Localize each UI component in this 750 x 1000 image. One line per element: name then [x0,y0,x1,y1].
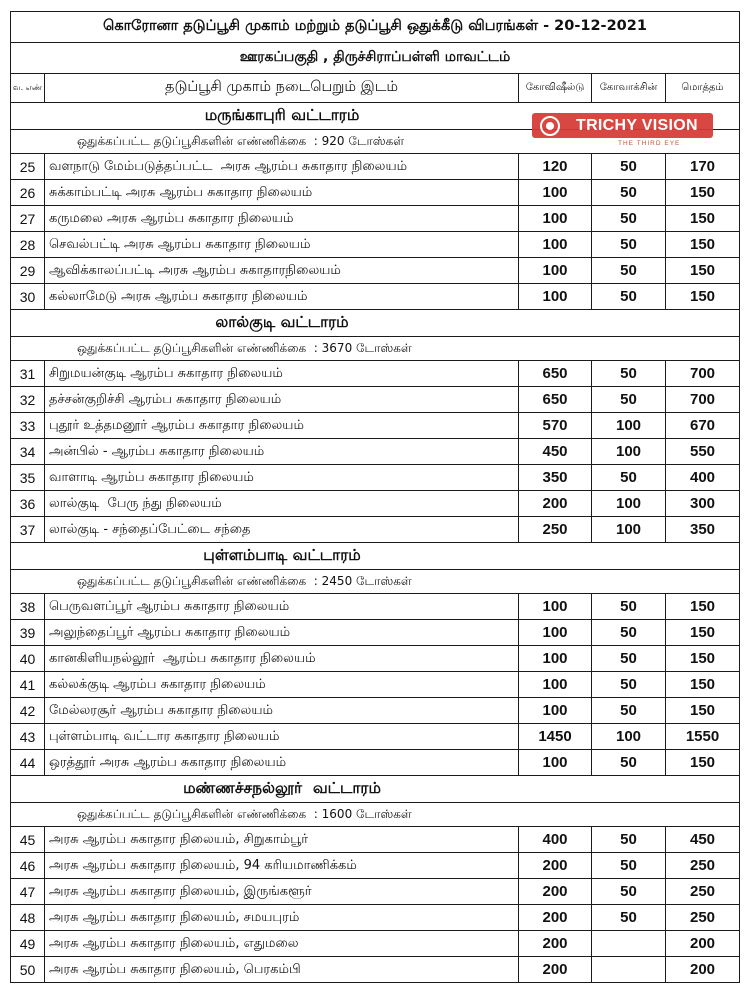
covishield-doses: 1450 [519,724,592,749]
camp-location: தச்சன்குறிச்சி ஆரம்ப சுகாதார நிலையம் [45,387,519,412]
camp-location: அரசு ஆரம்ப சுகாதார நிலையம், பெரகம்பி [45,957,519,982]
covaxin-doses: 50 [592,154,666,179]
covaxin-doses: 50 [592,853,666,878]
covishield-doses: 100 [519,284,592,309]
covishield-doses: 200 [519,879,592,904]
total-doses: 1550 [685,728,720,745]
covishield-doses: 200 [519,931,592,956]
total-doses: 250 [689,909,716,926]
block-heading-row [11,543,739,570]
camp-location: பெருவளப்பூர் ஆரம்ப சுகாதார நிலையம் [45,594,519,619]
trichy-vision-watermark [532,113,713,149]
serial-number: 41 [11,672,45,697]
header-row [11,74,739,103]
covishield-doses: 450 [519,439,592,464]
covaxin-doses [592,931,666,956]
covaxin-doses: 50 [592,361,666,386]
camp-location: கருமலை அரசு ஆரம்ப சுகாதார நிலையம் [45,206,519,231]
table-row [11,724,739,750]
table-row [11,387,739,413]
total-doses: 250 [689,883,716,900]
covaxin-doses: 50 [592,206,666,231]
covaxin-doses: 100 [592,724,666,749]
total-doses: 700 [689,365,716,382]
camp-location: அரசு ஆரம்ப சுகாதார நிலையம், எதுமலை [45,931,519,956]
camp-location: அரசு ஆரம்ப சுகாதார நிலையம், 94 கரியமாணிக்கம் [45,853,519,878]
serial-number: 40 [11,646,45,671]
camp-location: சிறுமயன்குடி ஆரம்ப சுகாதார நிலையம் [45,361,519,386]
total-doses: 350 [689,521,716,538]
covaxin-doses: 50 [592,594,666,619]
total-doses: 150 [689,184,716,201]
total-doses: 150 [689,676,716,693]
camp-location: சுக்காம்பட்டி அரசு ஆரம்ப சுகாதார நிலையம் [45,180,519,205]
header-covishield: கோவிஷீல்டு [519,74,592,102]
serial-number: 39 [11,620,45,645]
covishield-doses: 100 [519,180,592,205]
covaxin-doses: 50 [592,879,666,904]
covishield-doses: 100 [519,672,592,697]
block-heading-row [11,776,739,803]
subtitle-row [11,43,739,74]
serial-number: 30 [11,284,45,309]
total-doses: 150 [689,702,716,719]
allocation-count: ஒதுக்கப்பட்ட தடுப்பூசிகளின் எண்ணிக்கை : 2450 டோஸ்கள் [77,573,412,588]
serial-number: 31 [11,361,45,386]
serial-number: 38 [11,594,45,619]
table-row [11,905,739,931]
table-row [11,361,739,387]
camp-location: புள்ளம்பாடி வட்டார சுகாதார நிலையம் [45,724,519,749]
serial-number: 50 [11,957,45,982]
table-row [11,646,739,672]
vaccine-allocation-table [10,11,740,983]
table-row [11,517,739,543]
covaxin-doses: 50 [592,672,666,697]
covishield-doses: 100 [519,698,592,723]
allocation-count: ஒதுக்கப்பட்ட தடுப்பூசிகளின் எண்ணிக்கை : 920 டோஸ்கள் [77,133,405,148]
table-row [11,620,739,646]
covishield-doses: 100 [519,594,592,619]
covishield-doses: 120 [519,154,592,179]
covaxin-doses: 100 [592,439,666,464]
table-row [11,284,739,310]
eye-emblem-icon [540,116,560,136]
camp-location: செவல்பட்டி அரசு ஆரம்ப சுகாதார நிலையம் [45,232,519,257]
camp-location: லால்குடி - சந்தைப்பேட்டை சந்தை [45,517,519,542]
serial-number: 48 [11,905,45,930]
covishield-doses: 100 [519,232,592,257]
serial-number: 27 [11,206,45,231]
table-row [11,672,739,698]
serial-number: 43 [11,724,45,749]
total-doses: 150 [689,236,716,253]
covaxin-doses: 50 [592,465,666,490]
total-doses: 450 [689,831,716,848]
camp-location: அரசு ஆரம்ப சுகாதார நிலையம், சிறுகாம்பூர் [45,827,519,852]
serial-number: 26 [11,180,45,205]
watermark-tagline: THE THIRD EYE [618,140,681,147]
covaxin-doses: 50 [592,284,666,309]
block-heading-row [11,310,739,337]
serial-number: 44 [11,750,45,775]
table-row [11,957,739,983]
covaxin-doses: 50 [592,750,666,775]
table-row [11,232,739,258]
covishield-doses: 100 [519,206,592,231]
table-row [11,594,739,620]
table-row [11,698,739,724]
serial-number: 36 [11,491,45,516]
covaxin-doses: 50 [592,646,666,671]
covishield-doses: 200 [519,957,592,982]
camp-blocks [11,103,739,983]
header-serial: வ. எண் [11,74,45,102]
block-name: லால்குடி வட்டாரம் [215,313,349,331]
total-doses: 150 [689,624,716,641]
block-name: மருங்காபுரி வட்டாரம் [204,106,360,124]
watermark-name: TRICHY VISION [576,116,698,134]
serial-number: 35 [11,465,45,490]
camp-location: லால்குடி பேரு ந்து நிலையம் [45,491,519,516]
covishield-doses: 400 [519,827,592,852]
covishield-doses: 650 [519,361,592,386]
total-doses: 150 [689,598,716,615]
total-doses: 670 [689,417,716,434]
table-row [11,879,739,905]
covishield-doses: 200 [519,853,592,878]
block-name: புள்ளம்பாடி வட்டாரம் [203,546,361,564]
camp-location: அரசு ஆரம்ப சுகாதார நிலையம், இருங்களூர் [45,879,519,904]
covishield-doses: 570 [519,413,592,438]
serial-number: 29 [11,258,45,283]
table-row [11,827,739,853]
covishield-doses: 100 [519,258,592,283]
table-row [11,853,739,879]
header-total: மொத்தம் [681,82,724,93]
document-subtitle: ஊரகப்பகுதி , திருச்சிராப்பள்ளி மாவட்டம் [239,49,511,65]
covaxin-doses: 50 [592,620,666,645]
serial-number: 34 [11,439,45,464]
covaxin-doses: 50 [592,232,666,257]
camp-location: கல்லாமேடு அரசு ஆரம்ப சுகாதார நிலையம் [45,284,519,309]
header-place: தடுப்பூசி முகாம் நடைபெறும் இடம் [45,74,519,102]
serial-number: 28 [11,232,45,257]
block-name: மண்ணச்சநல்லூர் வட்டாரம் [183,779,381,797]
allocation-count: ஒதுக்கப்பட்ட தடுப்பூசிகளின் எண்ணிக்கை : 1600 டோஸ்கள் [77,806,412,821]
table-row [11,206,739,232]
covaxin-doses: 100 [592,491,666,516]
total-doses: 150 [689,210,716,227]
covishield-doses: 100 [519,646,592,671]
covaxin-doses: 50 [592,180,666,205]
allocation-row [11,570,739,594]
table-row [11,258,739,284]
header-covaxin: கோவாக்சின் [592,74,666,102]
serial-number: 47 [11,879,45,904]
covishield-doses: 200 [519,491,592,516]
serial-number: 32 [11,387,45,412]
total-doses: 150 [689,288,716,305]
serial-number: 37 [11,517,45,542]
total-doses: 550 [689,443,716,460]
covishield-doses: 100 [519,750,592,775]
document-title: கொரோனா தடுப்பூசி முகாம் மற்றும் தடுப்பூசி ஒதுக்கீடு விபரங்கள் - 20-12-2021 [103,18,647,34]
covishield-doses: 100 [519,620,592,645]
camp-location: அரசு ஆரம்ப சுகாதார நிலையம், சமயபுரம் [45,905,519,930]
total-doses: 400 [689,469,716,486]
total-doses: 250 [689,857,716,874]
serial-number: 49 [11,931,45,956]
camp-location: கானகிளியநல்லூர் ஆரம்ப சுகாதார நிலையம் [45,646,519,671]
watermark-bar [532,113,713,138]
covaxin-doses: 50 [592,258,666,283]
serial-number: 42 [11,698,45,723]
allocation-row [11,337,739,361]
serial-number: 33 [11,413,45,438]
table-row [11,750,739,776]
total-doses: 150 [689,262,716,279]
covaxin-doses [592,957,666,982]
covaxin-doses: 50 [592,387,666,412]
table-row [11,439,739,465]
covishield-doses: 650 [519,387,592,412]
camp-location: வாளாடி ஆரம்ப சுகாதார நிலையம் [45,465,519,490]
serial-number: 45 [11,827,45,852]
table-row [11,931,739,957]
total-doses: 150 [689,650,716,667]
allocation-count: ஒதுக்கப்பட்ட தடுப்பூசிகளின் எண்ணிக்கை : 3670 டோஸ்கள் [77,340,412,355]
covaxin-doses: 100 [592,517,666,542]
camp-location: வளநாடு மேம்படுத்தப்பட்ட அரசு ஆரம்ப சுகாதார நிலையம் [45,154,519,179]
total-doses: 700 [689,391,716,408]
serial-number: 25 [11,154,45,179]
camp-location: மேல்லரசூர் ஆரம்ப சுகாதார நிலையம் [45,698,519,723]
table-row [11,180,739,206]
covaxin-doses: 50 [592,698,666,723]
camp-location: புதூர் உத்தமனூர் ஆரம்ப சுகாதார நிலையம் [45,413,519,438]
total-doses: 300 [689,495,716,512]
table-row [11,154,739,180]
covaxin-doses: 50 [592,905,666,930]
covaxin-doses: 100 [592,413,666,438]
camp-location: கல்லக்குடி ஆரம்ப சுகாதார நிலையம் [45,672,519,697]
serial-number: 46 [11,853,45,878]
allocation-row [11,803,739,827]
total-doses: 170 [689,158,716,175]
camp-location: அலுந்தைப்பூர் ஆரம்ப சுகாதார நிலையம் [45,620,519,645]
covaxin-doses: 50 [592,827,666,852]
title-row [11,12,739,43]
table-row [11,491,739,517]
table-row [11,465,739,491]
total-doses: 200 [689,935,716,952]
total-doses: 200 [689,961,716,978]
total-doses: 150 [689,754,716,771]
covishield-doses: 250 [519,517,592,542]
covishield-doses: 350 [519,465,592,490]
camp-location: ஆவிக்காலப்பட்டி அரசு ஆரம்ப சுகாதாரநிலையம் [45,258,519,283]
camp-location: அன்பில் - ஆரம்ப சுகாதார நிலையம் [45,439,519,464]
covishield-doses: 200 [519,905,592,930]
camp-location: ஒரத்தூர் அரசு ஆரம்ப சுகாதார நிலையம் [45,750,519,775]
table-row [11,413,739,439]
